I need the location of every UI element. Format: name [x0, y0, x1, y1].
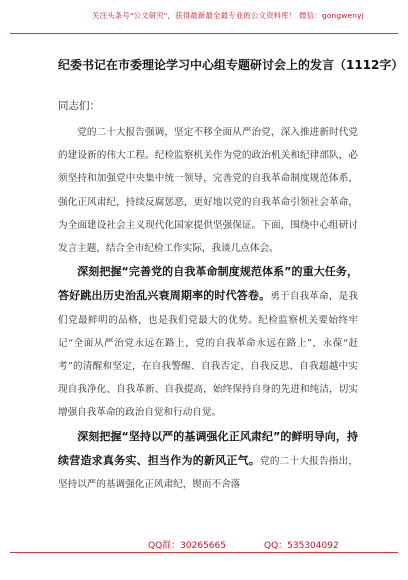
header-divider [10, 33, 398, 34]
footer-divider [10, 552, 398, 553]
document-title: 纪委书记在市委理论学习中心组专题研讨会上的发言（1112字） [58, 58, 404, 72]
paragraph-lead: 深刻把握“坚持以严的基调强化正风肃纪”的鲜明导向，持续营造求真务实、担当作为的新风正气。 [58, 429, 358, 467]
header-banner: 关注头条号"公文研究"，获得最新最全最专业的公文资料库！ 微信：gongwenyj [92, 11, 364, 20]
document-body [58, 120, 358, 496]
footer-contact [148, 538, 348, 551]
paragraph [58, 120, 358, 260]
paragraph-text: 党的二十大报告指出，坚持以严的基调强化正风肃纪，锲而不舍落 [58, 455, 359, 491]
paragraph-lead: 深刻把握“完善党的自我革命制度规范体系”的重大任务，答好跳出历史治乱兴衰周期率的时代答卷。 [58, 265, 358, 303]
paragraph-text: 勇于自我革命，是我们党最鲜明的品格，也是我们党最大的优势。纪检监察机关要始终牢记“全面从严治党永远在路上，党的自我革命永远在路上”，永葆“赶考”的清醒和坚定，在自我警醒、自我否定、自我反思、自我超越中实现自我净化、自我革新、自我提高，始终保持自身的先进和纯洁，切实增强自我革命的政治自觉和行动自觉。 [58, 291, 359, 419]
paragraph-text: 党的二十大报告强调，坚定不移全面从严治党，深入推进新时代党的建设新的伟大工程。纪检监察机关作为党的政治机关和纪律部队，必须坚持和加强党中央集中统一领导，完善党的自我革命制度规范体系，强化正风肃纪，持续反腐惩恶，更好地以党的自我革命引领社会革命，为全面建设社会主义现代化国家提供坚强保证。下面，围绕中心组研讨发言主题，结合全市纪检工作实际，我谈几点体会。 [58, 127, 358, 255]
paragraph [58, 260, 358, 424]
footer-qq: QQ：535304092 [263, 541, 339, 551]
footer-qq-group: QQ群：30265665 [148, 541, 226, 551]
greeting: 同志们： [58, 100, 100, 112]
paragraph [58, 425, 358, 497]
